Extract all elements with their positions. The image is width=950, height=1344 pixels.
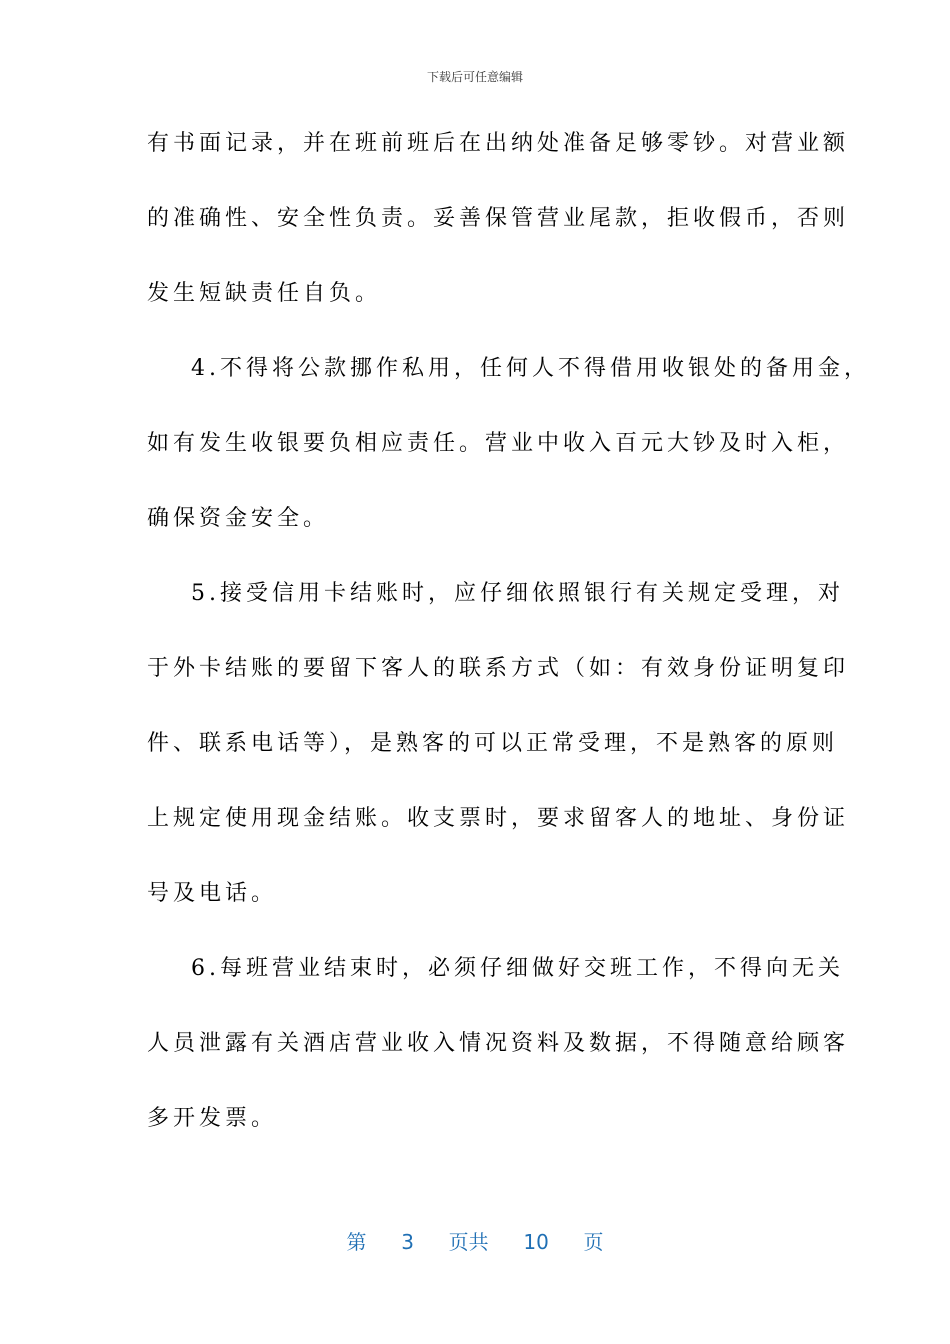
paragraph-3-line-1: 5.接受信用卡结账时，应仔细依照银行有关规定受理，对	[191, 581, 844, 606]
paragraph-1-line-3: 发生短缺责任自负。	[147, 281, 382, 306]
paragraph-1-line-1: 有书面记录，并在班前班后在出纳处准备足够零钞。对营业额	[147, 131, 850, 156]
paragraph-1-line-2: 的准确性、安全性负责。妥善保管营业尾款，拒收假币，否则	[147, 206, 850, 231]
paragraph-3-line-5: 号及电话。	[147, 881, 278, 906]
paragraph-3-line-3: 件、联系电话等），是熟客的可以正常受理，不是熟客的原则	[147, 731, 839, 756]
paragraph-4-line-1: 6.每班营业结束时，必须仔细做好交班工作，不得向无关	[191, 956, 844, 981]
paragraph-2-line-3: 确保资金安全。	[147, 506, 330, 531]
header-note: 下载后可任意编辑	[426, 70, 523, 84]
paragraph-3-line-2: 于外卡结账的要留下客人的联系方式（如：有效身份证明复印	[147, 656, 850, 681]
footer-total-pages: 10	[523, 1230, 549, 1254]
footer-current-page: 3	[401, 1230, 414, 1254]
footer-middle: 页共	[448, 1230, 489, 1254]
paragraph-4-line-2: 人员泄露有关酒店营业收入情况资料及数据，不得随意给顾客	[147, 1031, 850, 1056]
paragraph-4-line-3: 多开发票。	[147, 1106, 278, 1131]
footer-suffix: 页	[583, 1230, 604, 1254]
paragraph-2-line-1: 4.不得将公款挪作私用，任何人不得借用收银处的备用金，	[191, 356, 870, 381]
footer-prefix: 第	[346, 1230, 367, 1254]
paragraph-3-line-4: 上规定使用现金结账。收支票时，要求留客人的地址、身份证	[147, 806, 850, 831]
paragraph-2-line-2: 如有发生收银要负相应责任。营业中收入百元大钞及时入柜，	[147, 431, 850, 456]
document-body	[147, 122, 870, 1172]
page-footer	[0, 1226, 950, 1255]
